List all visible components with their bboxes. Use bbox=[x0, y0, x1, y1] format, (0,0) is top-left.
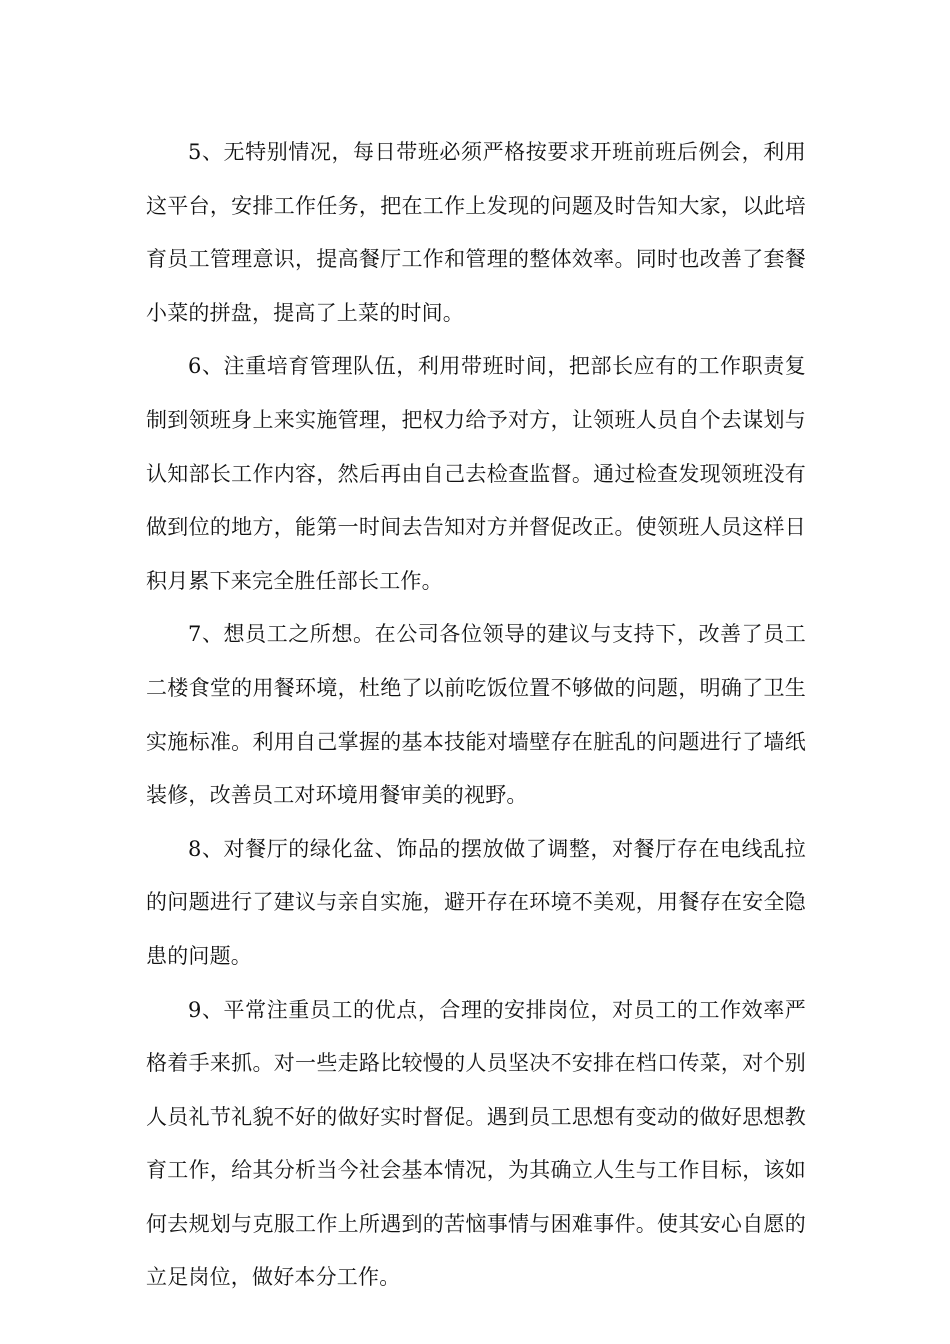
paragraph-6: 6、注重培育管理队伍，利用带班时间，把部长应有的工作职责复制到领班身上来实施管理，把权力给予对方，让领班人员自个去谋划与认知部长工作内容，然后再由自己去检查监督。通过检查发现领班没有做到位的地方，能第一时间去告知对方并督促改正。使领班人员这样日积月累下来完全胜任部长工作。 bbox=[146, 354, 806, 593]
document-body bbox=[146, 126, 806, 1305]
paragraph-9: 9、平常注重员工的优点，合理的安排岗位，对员工的工作效率严格着手来抓。对一些走路比较慢的人员坚决不安排在档口传菜，对个别人员礼节礼貌不好的做好实时督促。遇到员工思想有变动的做好思想教育工作，给其分析当今社会基本情况，为其确立人生与工作目标，该如何去规划与克服工作上所遇到的苦恼事情与困难事件。使其安心自愿的立足岗位，做好本分工作。 bbox=[146, 997, 806, 1290]
paragraph-7: 7、想员工之所想。在公司各位领导的建议与支持下，改善了员工二楼食堂的用餐环境，杜绝了以前吃饭位置不够做的问题，明确了卫生实施标准。利用自己掌握的基本技能对墙壁存在脏乱的问题进行了墙纸装修，改善员工对环境用餐审美的视野。 bbox=[146, 622, 806, 808]
paragraph-8: 8、对餐厅的绿化盆、饰品的摆放做了调整，对餐厅存在电线乱拉的问题进行了建议与亲自实施，避开存在环境不美观，用餐存在安全隐患的问题。 bbox=[146, 836, 806, 968]
paragraph-5: 5、无特别情况，每日带班必须严格按要求开班前班后例会，利用这平台，安排工作任务，把在工作上发现的问题及时告知大家，以此培育员工管理意识，提高餐厅工作和管理的整体效率。同时也改善了套餐小菜的拼盘，提高了上菜的时间。 bbox=[146, 140, 806, 325]
